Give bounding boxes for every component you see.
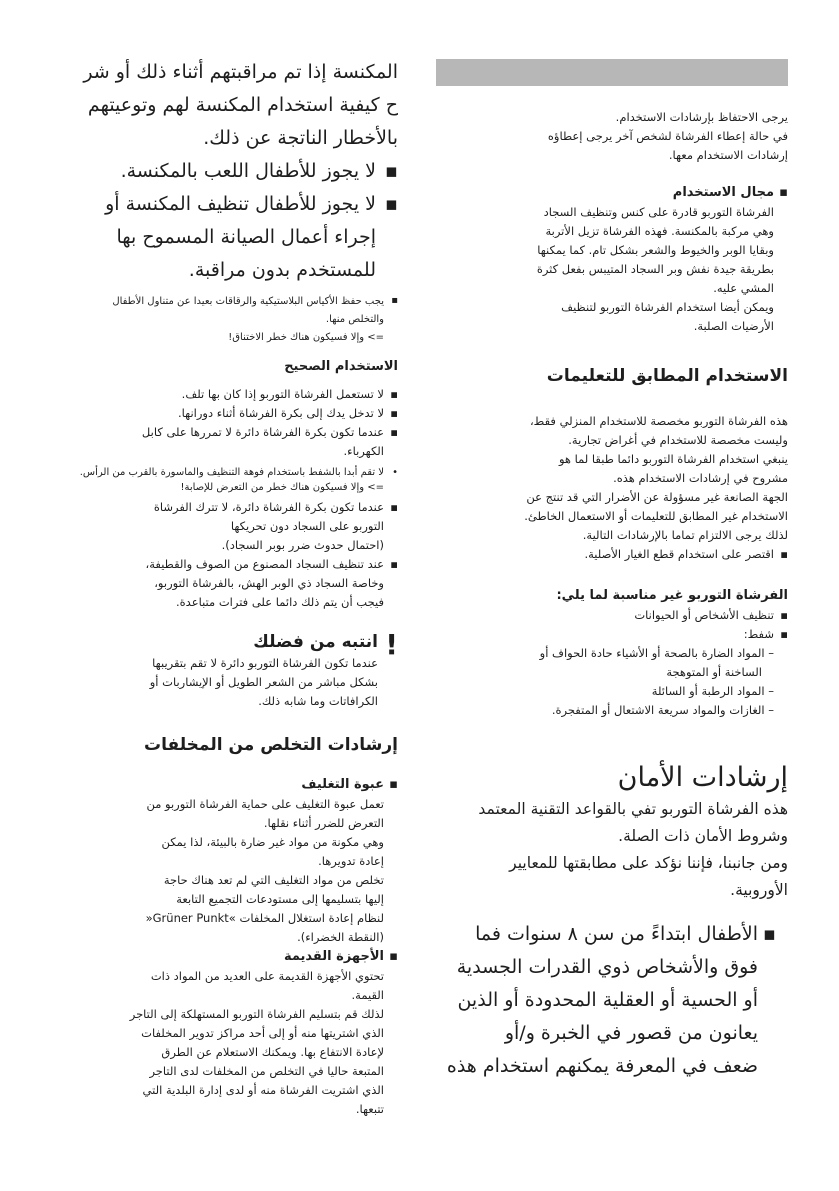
old-devices-title: ▪ الأجهزة القديمة <box>60 947 398 967</box>
disposal-title: إرشادات التخلص من المخلفات <box>144 735 398 755</box>
left-column <box>60 0 398 1119</box>
correct-use-bullet: ▪ لا تدخل يدك إلى بكرة الفرشاة أثناء دورانها. <box>60 404 398 423</box>
proper-use-title: الاستخدام المطابق للتعليمات <box>546 366 788 386</box>
intro-line: بالأخطار الناتجة عن ذلك. <box>203 127 398 149</box>
bullet-square-icon: ▪ <box>385 160 398 182</box>
intro-line: المكنسة إذا تم مراقبتهم أثناء ذلك أو شر <box>83 61 398 83</box>
old-devices-text: تحتوي الأجهزة القديمة على العديد من المواد ذات القيمة. لذلك قم بتسليم الفرشاة التوربو المستهلكة إلى التاجر الذي اشتريتها منه أو إلى أحد مراكز تدوير المخلفات لإعادة الانتفاع بها. ويمكنك الاستعلام عن الطرق المتبعة حاليا في التخلص من المخلفات لدى التاجر الذي اشتريت الفرشاة منه أو لدى إدارة البلدية التي تتبعها. <box>129 969 384 1116</box>
bullet-square-icon: ▪ <box>389 949 398 964</box>
bullet-square-icon: ▪ <box>390 425 398 439</box>
bullet-square-icon: ▪ <box>780 608 788 622</box>
warning-block <box>60 630 398 711</box>
intro-line: ح كيفية استخدام المكنسة لهم وتوعيتهم <box>87 94 398 116</box>
proper-use-text: هذه الفرشاة التوربو مخصصة للاستخدام المنزلي فقط، وليست مخصصة للاستخدام في أغراض تجارية. ينبغي استخدام الفرشاة التوربو دائما طبقا لما هو مشروح في إرشادات الاستخدام هذه. الجهة الصانعة غير مسؤولة عن الأضرار التي قد تنتج عن الاستخدام غير المطابق للتعليمات أو الاستعمال الخاطئ. لذلك يرجى الالتزام تماما بالإرشادات التالية. <box>524 414 788 542</box>
correct-use-bullet: ▪ عند تنظيف السجاد المصنوع من الصوف والقطيفة، وخاصة السجاد ذي الوبر الهش، بالفرشاة التوربو، فيجب أن يتم ذلك دائما على فترات متباعدة. <box>145 557 398 609</box>
bullet-square-icon: ▪ <box>780 627 788 641</box>
spare-parts-bullet: ▪ اقتصر على استخدام قطع الغيار الأصلية. <box>436 545 788 564</box>
packaging-title: ▪ عبوة التغليف <box>60 775 398 795</box>
bag-bullet: ▪ يجب حفظ الأكياس البلاستيكية والرقاقات بعيدا عن متناول الأطفال والتخلص منها. => وإلا فسيكون هناك خطر الاختناق! <box>112 295 398 343</box>
bullet-square-icon: ▪ <box>391 295 398 306</box>
correct-use-bullet: ▪ لا تستعمل الفرشاة التوربو إذا كان بها تلف. <box>60 385 398 404</box>
bullet-square-icon: ▪ <box>385 193 398 215</box>
bullet-square-icon: ▪ <box>390 500 398 514</box>
suction-items: – المواد الضارة بالصحة أو الأشياء حادة الحواف أو الساخنة أو المتوهجة – المواد الرطبة أو السائلة – الغازات والمواد سريعة الاشتعال أو المتفجرة. <box>539 646 774 717</box>
correct-use-bullet: ▪ عندما تكون بكرة الفرشاة دائرة، لا تترك الفرشاة التوربو على السجاد دون تحريكها (احتمال حدوث ضرر بوبر السجاد). <box>153 500 398 552</box>
bullet-square-icon: ▪ <box>389 777 398 792</box>
no-cleaning-bullet: ▪ لا يجوز للأطفال تنظيف المكنسة أو إجراء أعمال الصيانة المسموح بها للمستخدم بدون مراقبة. <box>60 188 398 287</box>
bullet-square-icon: ▪ <box>390 557 398 571</box>
not-suitable-bullet: ▪ شفط: <box>436 625 788 644</box>
correct-use-bullet: ▪ عندما تكون بكرة الفرشاة دائرة لا تمررها على كابل الكهرباء. <box>141 425 398 458</box>
keep-instructions-text: يرجى الاحتفاظ بإرشادات الاستخدام. في حالة إعطاء الفرشاة لشخص آخر يرجى إعطاؤه إرشادات الاستخدام معها. <box>547 110 788 162</box>
bullet-square-icon: ▪ <box>390 387 398 401</box>
warning-line: الكرافاتات وما شابه ذلك. <box>258 694 378 708</box>
suction-dot-bullet: • لا تقم أبدا بالشفط باستخدام فوهة التنظيف والماسورة بالقرب من الرأس. => وإلا فسيكون هناك خطر من التعرض للإصابة! <box>79 467 398 493</box>
correct-use-title: الاستخدام الصحيح <box>284 359 398 374</box>
right-column <box>436 0 788 1083</box>
not-suitable-title: الفرشاة التوربو غير مناسبة لما يلي: <box>556 588 788 603</box>
safety-title: إرشادات الأمان <box>617 762 788 793</box>
children-bullet: ▪ الأطفال ابتداءً من سن ٨ سنوات فما فوق والأشخاص ذوي القدرات الجسدية أو الحسية أو العقلية المحدودة أو الذين يعانون من قصور في الخبرة و/أو ضعف في المعرفة يمكنهم استخدام هذه <box>436 918 788 1083</box>
bullet-square-icon: ▪ <box>779 185 788 200</box>
warning-line: عندما تكون الفرشاة التوربو دائرة لا تقم بتقريبها <box>152 656 378 670</box>
no-play-bullet: ▪ لا يجوز للأطفال اللعب بالمكنسة. <box>60 155 398 188</box>
bullet-square-icon: ▪ <box>780 547 788 561</box>
bullet-square-icon: ▪ <box>390 406 398 420</box>
bullet-dot-icon: • <box>392 467 398 478</box>
packaging-text: تعمل عبوة التغليف على حماية الفرشاة التوربو من التعرض للضرر أثناء نقلها. وهي مكونة من مواد غير ضارة بالبيئة، لذا يمكن إعادة تدويرها. تخلص من مواد التغليف التي لم تعد هناك حاجة إليها بتسليمها إلى مستودعات التجميع التابعة لنظام إعادة استغلال المخلفات »Grüner Punkt« (النقطة الخضراء). <box>145 797 384 944</box>
exclamation-icon: ! <box>385 628 398 661</box>
scope-text: الفرشاة التوربو قادرة على كنس وتنظيف السجاد وهي مركبة بالمكنسة. فهذه الفرشاة تزيل الأتربة وبقايا الوبر والخيوط والشعر بشكل تام. كما يمكنها بطريقة جيدة نفش وبر السجاد المتيبس بفعل كثرة المشي عليه. ويمكن أيضا استخدام الفرشاة التوربو لتنظيف الأرضيات الصلبة. <box>536 205 774 333</box>
warning-title: انتبه من فضلك <box>253 632 378 652</box>
bullet-square-icon: ▪ <box>763 923 776 945</box>
scope-title: ▪ مجال الاستخدام <box>436 183 788 203</box>
warning-line: بشكل مباشر من الشعر الطويل أو الإيشاربات أو <box>149 675 378 689</box>
safety-text: هذه الفرشاة التوربو تفي بالقواعد التقنية المعتمد وشروط الأمان ذات الصلة. ومن جانبنا، فإننا نؤكد على مطابقتها للمعايير الأوروبية. <box>478 800 788 899</box>
intro-block <box>60 56 398 155</box>
not-suitable-bullet: ▪ تنظيف الأشخاص أو الحيوانات <box>436 606 788 625</box>
